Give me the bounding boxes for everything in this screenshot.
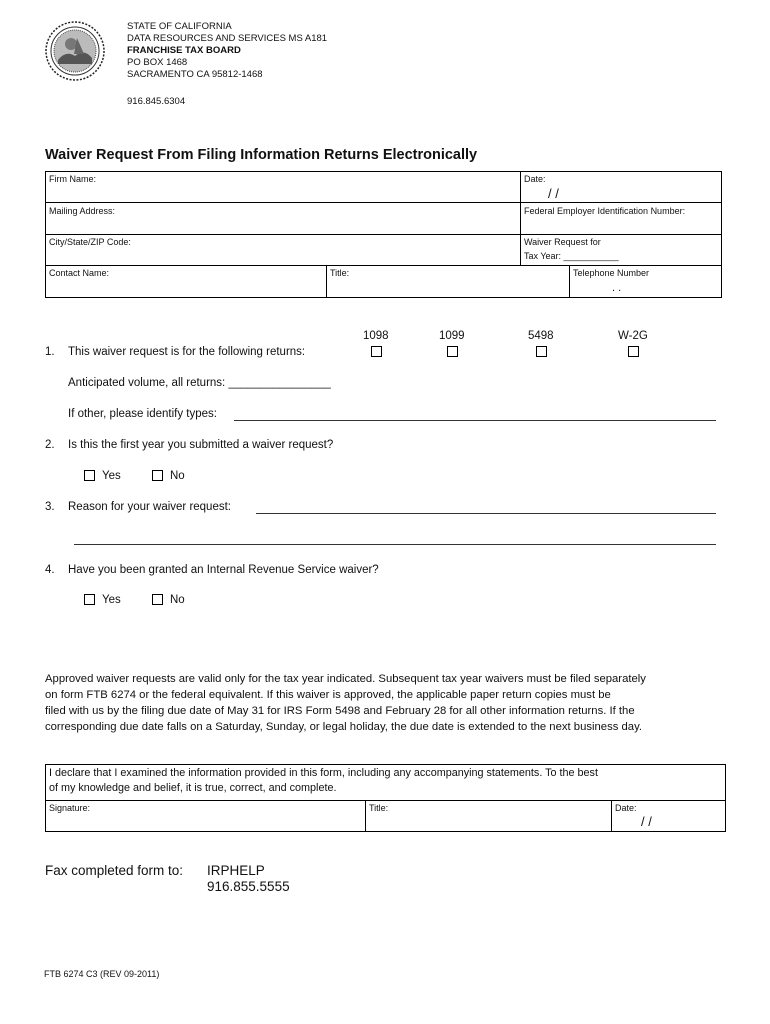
agency-address-block	[127, 21, 327, 81]
agency-line: DATA RESOURCES AND SERVICES MS A181	[127, 33, 328, 44]
q4-no-checkbox[interactable]	[152, 594, 163, 605]
declaration-divider	[45, 800, 726, 801]
tax-year-field[interactable]: Tax Year: ___________	[524, 251, 619, 261]
q4-yes-checkbox[interactable]	[84, 594, 95, 605]
form-title: Waiver Request From Filing Information Returns Electronically	[45, 147, 478, 163]
waiver-reason-input[interactable]	[256, 513, 716, 514]
declaration-divider	[611, 800, 612, 832]
signature-date-separators: / /	[641, 814, 652, 829]
question-3-text: Reason for your waiver request:	[68, 501, 231, 513]
notice-line: on form FTB 6274 or the federal equivalent. If this waiver is approved, the applicable paper return copies must be	[45, 689, 611, 701]
mailing-address-field[interactable]: Mailing Address:	[49, 206, 116, 216]
agency-phone: 916.845.6304	[127, 96, 186, 107]
question-4-text: Have you been granted an Internal Revenue Service waiver?	[68, 564, 379, 576]
grid-divider	[326, 265, 327, 298]
q2-no-checkbox[interactable]	[152, 470, 163, 481]
agency-line: STATE OF CALIFORNIA	[127, 21, 232, 32]
signature-date-field[interactable]: Date:	[615, 803, 637, 813]
title-field[interactable]: Title:	[330, 268, 350, 278]
waiver-notice	[45, 671, 725, 735]
return-type-1099-label: 1099	[439, 330, 465, 342]
other-types-label: If other, please identify types:	[68, 408, 217, 420]
checkbox-5498[interactable]	[536, 346, 547, 357]
fax-label: Fax completed form to:	[45, 863, 184, 878]
return-type-5498-label: 5498	[528, 330, 554, 342]
waiver-reason-input-line-2[interactable]	[74, 544, 716, 545]
city-state-zip-field[interactable]: City/State/ZIP Code:	[49, 237, 131, 247]
firm-name-field[interactable]: Firm Name:	[49, 174, 96, 184]
telephone-field[interactable]: Telephone Number	[573, 268, 650, 278]
fax-recipient: IRPHELP	[207, 863, 265, 878]
agency-board: FRANCHISE TAX BOARD	[127, 45, 241, 56]
checkbox-1099[interactable]	[447, 346, 458, 357]
grid-divider	[45, 265, 722, 266]
grid-divider	[569, 265, 570, 298]
question-2-text: Is this the first year you submitted a waiver request?	[68, 439, 334, 451]
declaration-divider	[365, 800, 366, 832]
fein-field[interactable]: Federal Employer Identification Number:	[524, 206, 686, 216]
question-1-number: 1.	[45, 346, 55, 358]
return-type-w2g-label: W-2G	[618, 330, 648, 342]
q4-no-label: No	[170, 594, 185, 606]
telephone-separators: . .	[612, 282, 622, 294]
q2-yes-label: Yes	[102, 470, 121, 482]
fax-number: 916.855.5555	[207, 879, 290, 894]
notice-line: corresponding due date falls on a Saturday, Sunday, or legal holiday, the due date is extended to the next business day.	[45, 721, 643, 733]
grid-divider	[520, 171, 521, 265]
declaration-line: of my knowledge and belief, it is true, correct, and complete.	[49, 782, 337, 794]
grid-divider	[45, 202, 722, 203]
contact-name-field[interactable]: Contact Name:	[49, 268, 110, 278]
checkbox-w2g[interactable]	[628, 346, 639, 357]
return-type-1098-label: 1098	[363, 330, 389, 342]
question-1-text: This waiver request is for the following returns:	[68, 346, 306, 358]
declaration-text	[49, 766, 598, 796]
waiver-request-for-label: Waiver Request for	[524, 237, 601, 247]
question-4-number: 4.	[45, 564, 55, 576]
checkbox-1098[interactable]	[371, 346, 382, 357]
form-footer: FTB 6274 C3 (REV 09-2011)	[44, 969, 160, 979]
question-3-number: 3.	[45, 501, 55, 513]
signature-field[interactable]: Signature:	[49, 803, 91, 813]
date-field[interactable]: Date:	[524, 174, 546, 184]
notice-line: Approved waiver requests are valid only for the tax year indicated. Subsequent tax year waivers must be filed separately	[45, 673, 646, 685]
grid-divider	[45, 234, 722, 235]
question-2-number: 2.	[45, 439, 55, 451]
signer-title-field[interactable]: Title:	[369, 803, 389, 813]
other-types-input[interactable]	[234, 420, 716, 421]
declaration-line: I declare that I examined the information provided in this form, including any accompanying statements. To the best	[49, 767, 598, 779]
anticipated-volume-field[interactable]: Anticipated volume, all returns: ________________	[68, 377, 331, 389]
q2-yes-checkbox[interactable]	[84, 470, 95, 481]
q4-yes-label: Yes	[102, 594, 121, 606]
q2-no-label: No	[170, 470, 185, 482]
notice-line: filed with us by the filing due date of May 31 for IRS Form 5498 and February 28 for all other information returns. If the	[45, 705, 635, 717]
date-separators: / /	[548, 186, 559, 201]
address-line: SACRAMENTO CA 95812-1468	[127, 69, 263, 80]
state-seal-icon	[44, 20, 106, 82]
address-line: PO BOX 1468	[127, 57, 188, 68]
